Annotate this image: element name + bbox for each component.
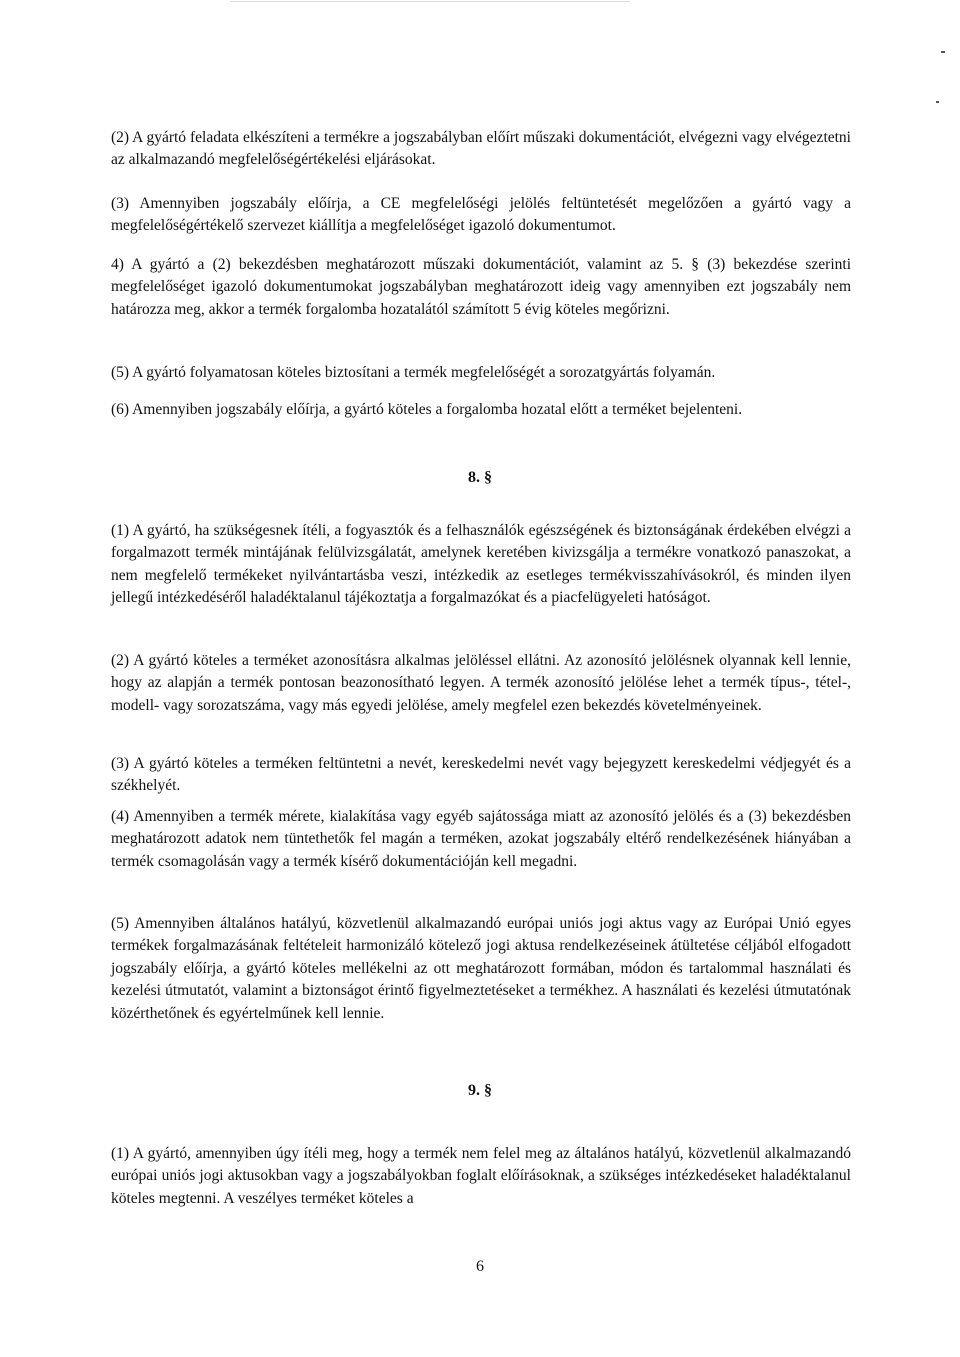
- page-number: 6: [476, 1258, 484, 1275]
- paragraph-7-3: (3) Amennyiben jogszabály előírja, a CE megfelelőségi jelölés feltüntetését megelőzően a gyártó vagy a megfelelőségértékelő szervezet kiállítja a megfelelőséget igazoló dokumentumot.: [111, 195, 851, 235]
- section-heading-8: 8. §: [468, 469, 492, 486]
- scan-artifact-mark: [941, 51, 945, 53]
- paragraph-7-2: (2) A gyártó feladata elkészíteni a termékre a jogszabályban előírt műszaki dokumentációt, elvégezni vagy elvégeztetni az alkalmazandó megfelelőségértékelési eljárásokat.: [111, 129, 851, 169]
- paragraph-7-4: 4) A gyártó a (2) bekezdésben meghatározott műszaki dokumentációt, valamint az 5. § (3) bekezdése szerinti megfelelőséget igazoló dokumentumokat jogszabályban meghatározott ideig vagy amennyiben ezt jogszabály nem határozza meg, akkor a termék forgalomba hozatalától számított 5 évig köteles megőrizni.: [111, 256, 851, 318]
- section-heading-9: 9. §: [468, 1082, 492, 1099]
- paragraph-8-5: (5) Amennyiben általános hatályú, közvetlenül alkalmazandó európai uniós jogi aktus vagy az Európai Unió egyes termékek forgalmazásának feltételeit harmonizáló kötelező jogi aktusa rendelkezéseinek átültetése céljából elfogadott jogszabály előírja, a gyártó köteles mellékelni az ott meghatározott formában, módon és tartalommal használati és kezelési útmutatót, valamint a biztonságot érintő figyelmeztetéseket a termékhez. A használati és kezelési útmutatónak közérthetőnek és egyértelműnek kell lennie.: [111, 915, 851, 1022]
- paragraph-7-5: (5) A gyártó folyamatosan köteles biztosítani a termék megfelelőségét a sorozatgyártás folyamán.: [111, 364, 716, 381]
- scan-artifact-line: [230, 1, 630, 2]
- paragraph-8-2: (2) A gyártó köteles a terméket azonosításra alkalmas jelöléssel ellátni. Az azonosító jelölésnek olyannak kell lennie, hogy az alapján a termék pontosan beazonosítható legyen. A termék azonosító jelölése lehet a termék típus-, tétel-, modell- vagy sorozatszáma, vagy más egyedi jelölése, amely megfelel ezen bekezdés követelményeinek.: [111, 652, 851, 714]
- paragraph-8-1: (1) A gyártó, ha szükségesnek ítéli, a fogyasztók és a felhasználók egészségének és biztonságának érdekében elvégzi a forgalmazott termék mintájának felülvizsgálatát, amelynek keretében kivizsgálja a termékre vonatkozó panaszokat, a nem megfelelő termékeket nyilvántartásba veszi, intézkedik az esetleges termékvisszahívásokról, és minden ilyen jellegű intézkedéséről haladéktalanul tájékoztatja a forgalmazókat és a piacfelügyeleti hatóságot.: [111, 522, 851, 607]
- paragraph-8-3: (3) A gyártó köteles a terméken feltüntetni a nevét, kereskedelmi nevét vagy bejegyzett kereskedelmi védjegyét és a székhelyét.: [111, 755, 851, 795]
- paragraph-9-1: (1) A gyártó, amennyiben úgy ítéli meg, hogy a termék nem felel meg az általános hatályú, közvetlenül alkalmazandó európai uniós jogi aktusokban vagy a jogszabályokban foglalt előírásoknak, a szükséges intézkedéseket haladéktalanul köteles megtenni. A veszélyes terméket köteles a: [111, 1145, 851, 1207]
- scan-artifact-mark: [936, 101, 939, 103]
- paragraph-8-4: (4) Amennyiben a termék mérete, kialakítása vagy egyéb sajátossága miatt az azonosító jelölés és a (3) bekezdésben meghatározott adatok nem tüntethetők fel magán a terméken, azokat jogszabály eltérő rendelkezésének hiányában a termék csomagolásán vagy a termék kísérő dokumentációján kell megadni.: [111, 808, 851, 870]
- paragraph-7-6: (6) Amennyiben jogszabály előírja, a gyártó köteles a forgalomba hozatal előtt a terméket bejelenteni.: [111, 401, 743, 418]
